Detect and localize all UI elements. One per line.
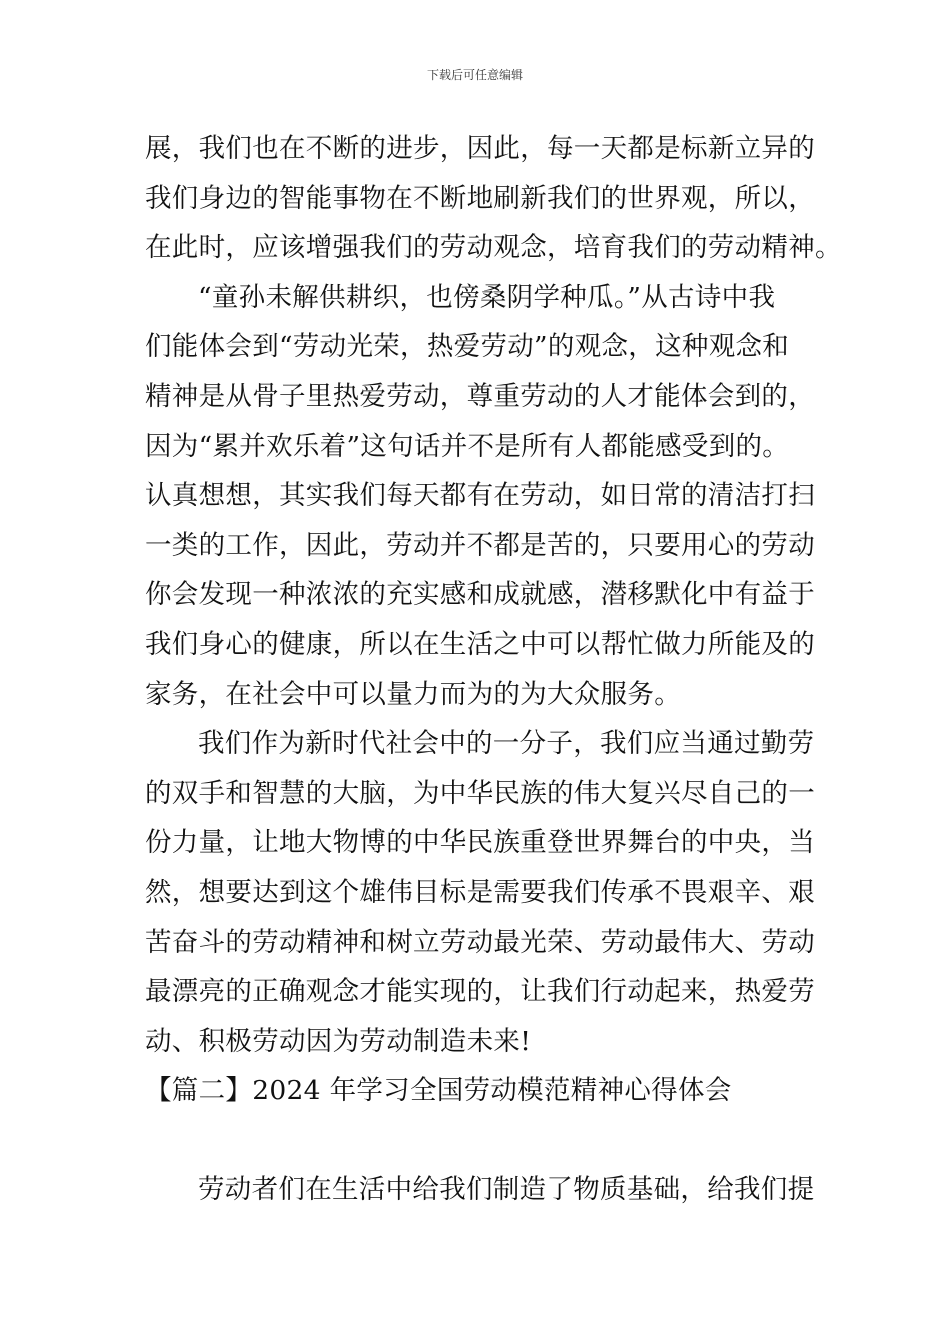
page-header: 下载后可任意编辑 <box>426 68 523 82</box>
text-line: 认真想想，其实我们每天都有在劳动，如日常的清洁打扫 <box>145 480 815 512</box>
text-line: 我们身边的智能事物在不断地刷新我们的世界观，所以， <box>145 182 815 214</box>
blank-line <box>145 1116 811 1166</box>
text-line: 最漂亮的正确观念才能实现的，让我们行动起来，热爱劳 <box>145 976 815 1008</box>
text-line: 你会发现一种浓浓的充实感和成就感，潜移默化中有益于 <box>145 579 815 611</box>
text-line: 我们身心的健康，所以在生活之中可以帮忙做力所能及的 <box>145 628 815 660</box>
text-line: 展，我们也在不断的进步，因此，每一天都是标新立异的 <box>145 133 815 164</box>
text-line: 们能体会到“劳动光荣，热爱劳动”的观念，这种观念和 <box>145 331 790 363</box>
paragraph-start-line: 劳动者们在生活中给我们制造了物质基础，给我们提 <box>198 1174 815 1206</box>
text-line: 精神是从骨子里热爱劳动，尊重劳动的人才能体会到的， <box>145 380 815 412</box>
text-line: 家务，在社会中可以量力而为的为大众服务。 <box>145 678 681 710</box>
paragraph-start-line: “童孙未解供耕织，也傍桑阴学种瓜。”从古诗中我 <box>198 281 776 313</box>
text-line: 然，想要达到这个雄伟目标是需要我们传承不畏艰辛、艰 <box>145 876 815 908</box>
text-line: 因为“累并欢乐着”这句话并不是所有人都能感受到的。 <box>145 430 790 462</box>
text-line: 份力量，让地大物博的中华民族重登世界舞台的中央，当 <box>145 827 815 859</box>
section-title: 【篇二】2024 年学习全国劳动模范精神心得体会 <box>145 1075 732 1107</box>
text-line: 的双手和智慧的大脑，为中华民族的伟大复兴尽自己的一 <box>145 777 815 809</box>
text-line: 在此时，应该增强我们的劳动观念，培育我们的劳动精神。 <box>145 232 842 264</box>
document-body <box>145 124 842 1215</box>
paragraph-start-line: 我们作为新时代社会中的一分子，我们应当通过勤劳 <box>198 728 815 760</box>
text-line: 动、积极劳动因为劳动制造未来! <box>145 1025 532 1057</box>
text-line: 苦奋斗的劳动精神和树立劳动最光荣、劳动最伟大、劳动 <box>145 926 815 958</box>
text-line: 一类的工作，因此，劳动并不都是苦的，只要用心的劳动 <box>145 529 815 561</box>
